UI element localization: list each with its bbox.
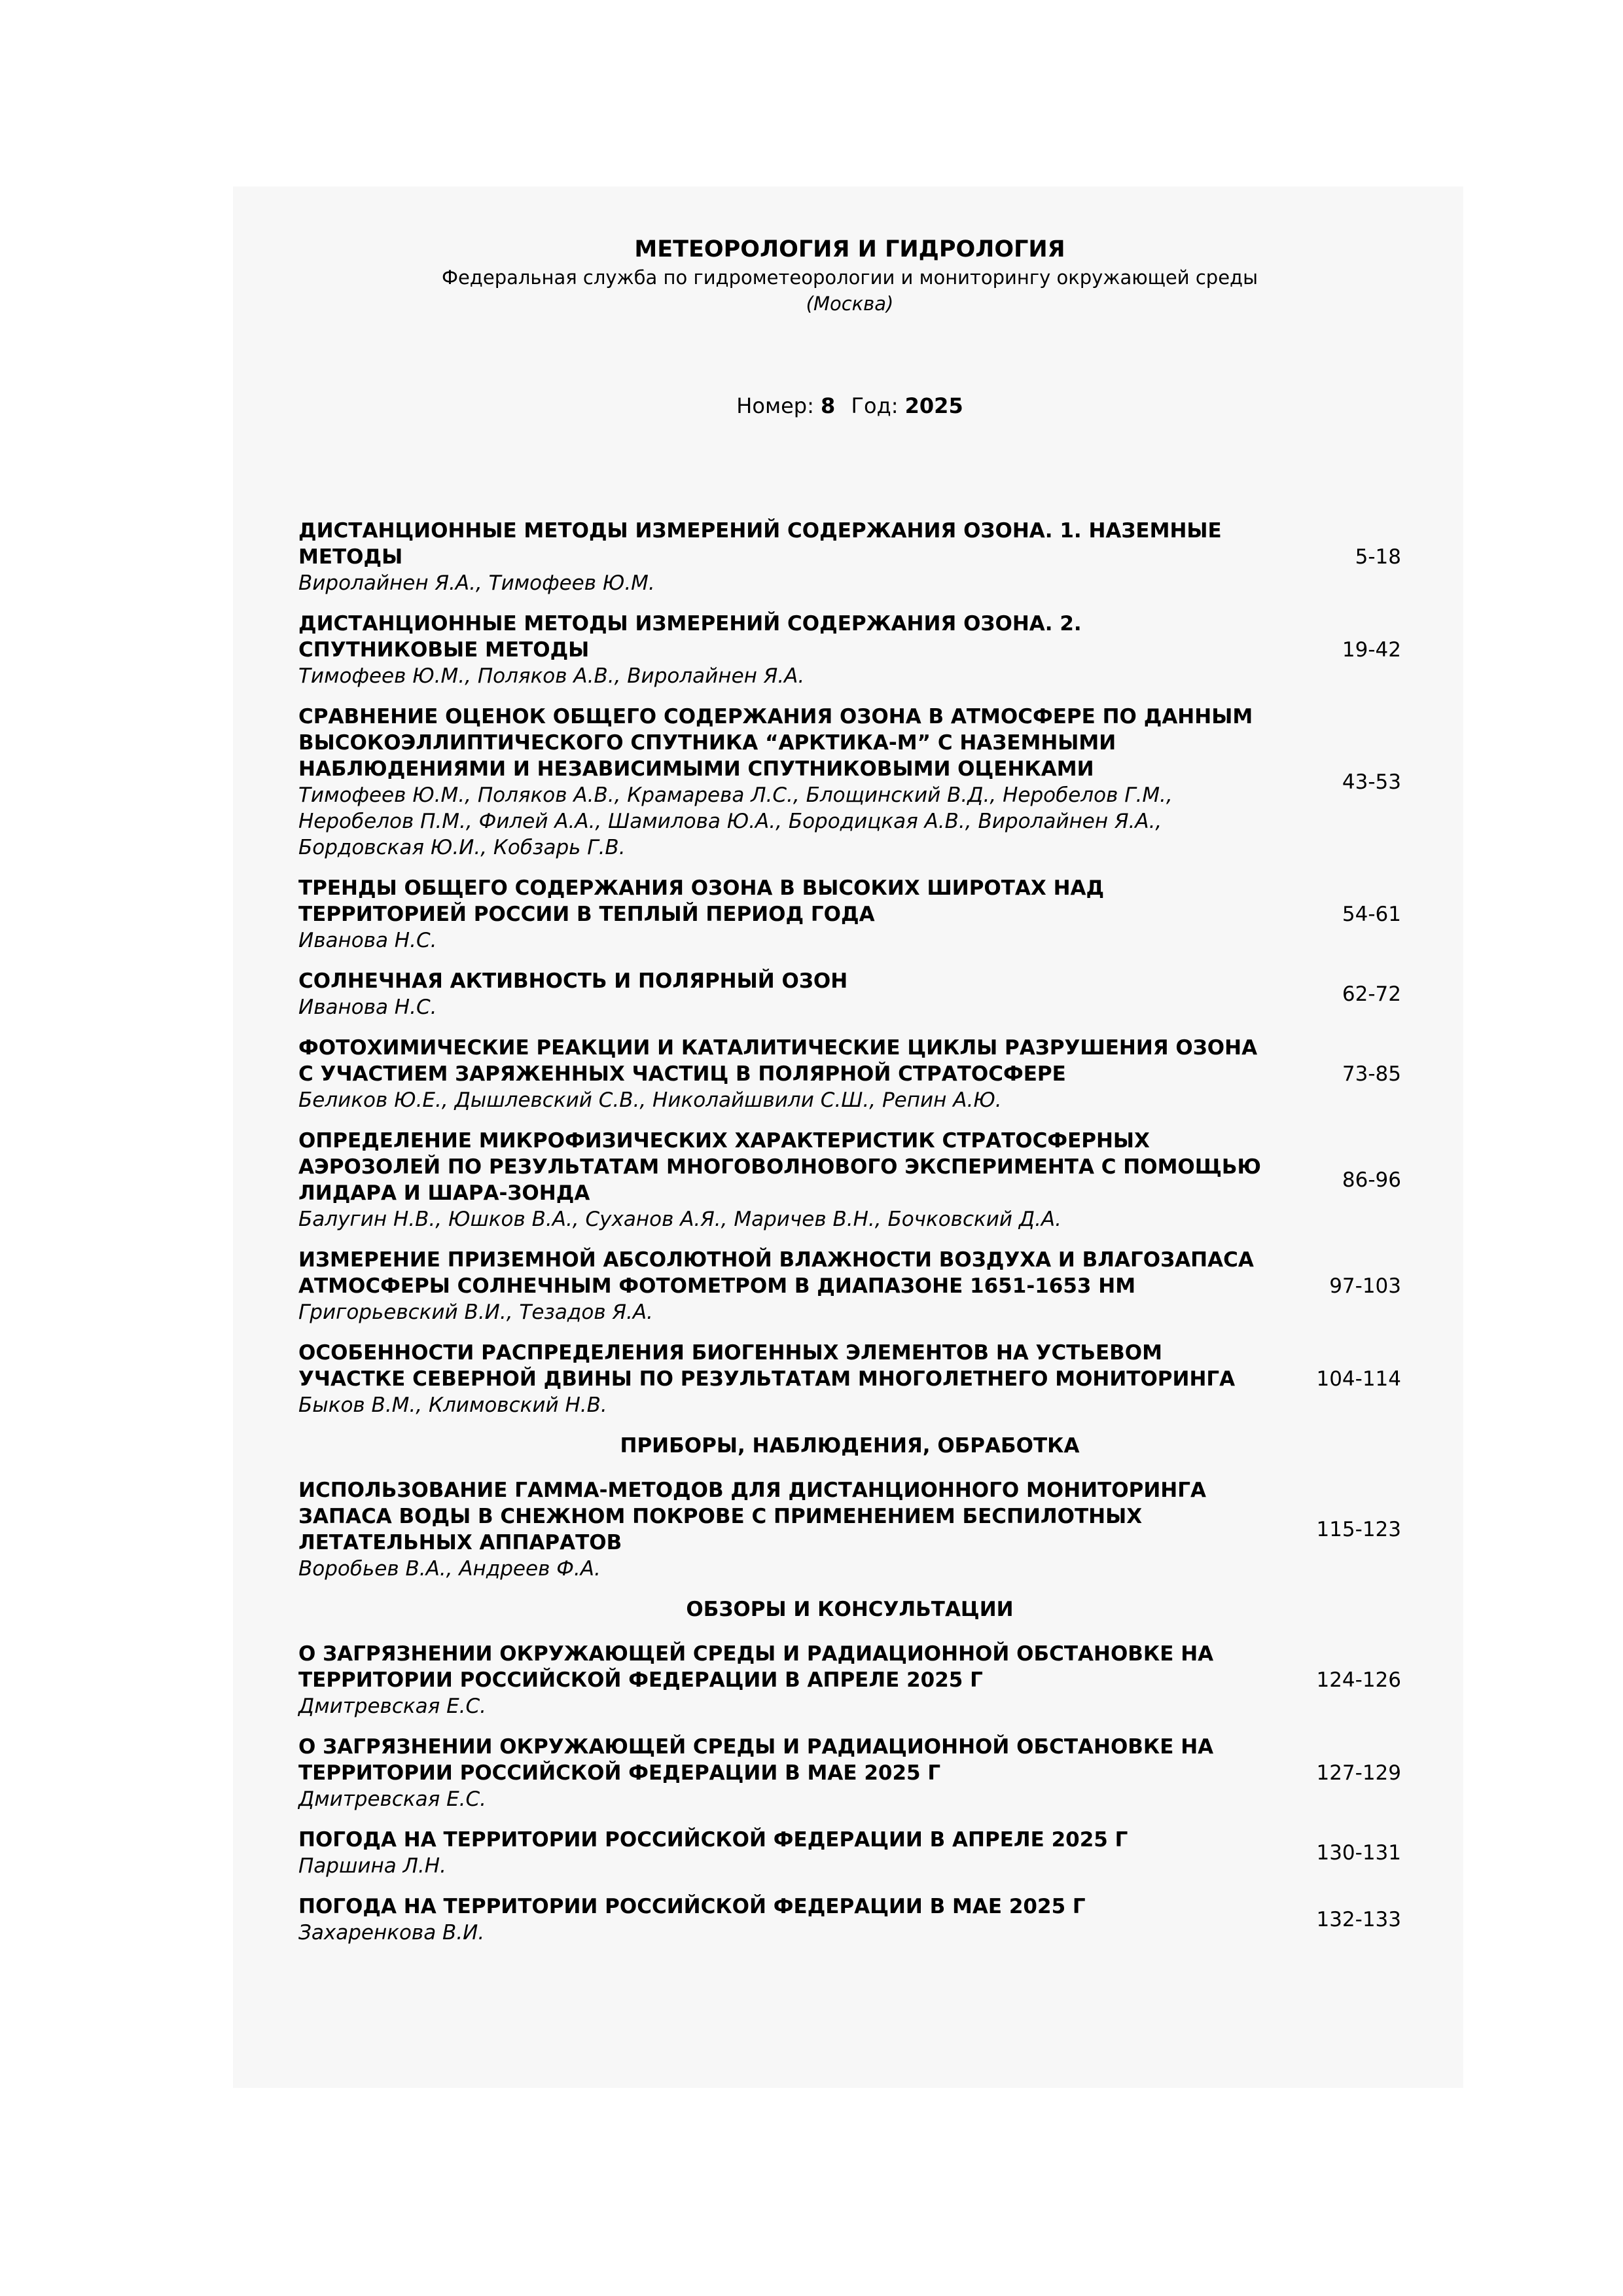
city-line: (Москва): [806, 293, 894, 315]
toc-entry: [298, 1035, 1401, 1113]
article-title: ДИСТАНЦИОННЫЕ МЕТОДЫ ИЗМЕРЕНИЙ СОДЕРЖАНИЯ ОЗОНА. 2. СПУТНИКОВЫЕ МЕТОДЫ: [298, 612, 1082, 662]
article-pages: 54-61: [1342, 903, 1401, 926]
toc-entry: [298, 1734, 1401, 1812]
article-title: ПОГОДА НА ТЕРРИТОРИИ РОССИЙСКОЙ ФЕДЕРАЦИИ В МАЕ 2025 Г: [298, 1895, 1086, 1918]
article-authors: Тимофеев Ю.М., Поляков А.В., Крамарева Л.С., Блощинский В.Д., Неробелов Г.М., Неробелов П.М., Филей А.А., Шамилова Ю.А., Бородицкая А.В., Виролайнен Я.А., Бордовская Ю.И., Кобзарь Г.В.: [298, 783, 1173, 859]
article-pages: 19-42: [1342, 638, 1401, 662]
toc-entry: [298, 1893, 1401, 1946]
toc-entry: [298, 875, 1401, 954]
toc-entry: [298, 1827, 1401, 1879]
article-title: СОЛНЕЧНАЯ АКТИВНОСТЬ И ПОЛЯРНЫЙ ОЗОН: [298, 969, 848, 993]
table-of-contents: [298, 518, 1401, 1946]
issue-label: Номер:: [736, 393, 814, 418]
article-authors: Беликов Ю.Е., Дышлевский С.В., Николайшвили С.Ш., Репин А.Ю.: [298, 1088, 1002, 1112]
article-title: ПОГОДА НА ТЕРРИТОРИИ РОССИЙСКОЙ ФЕДЕРАЦИИ В АПРЕЛЕ 2025 Г: [298, 1828, 1128, 1852]
article-authors: Захаренкова В.И.: [298, 1921, 485, 1945]
issue-number: 8: [821, 393, 836, 418]
article-pages: 43-53: [1342, 770, 1401, 794]
article-pages: 5-18: [1355, 545, 1401, 569]
article-authors: Дмитревская Е.С.: [298, 1787, 487, 1811]
toc-entry: [298, 1477, 1401, 1582]
article-pages: 124-126: [1316, 1668, 1401, 1692]
article-authors: Тимофеев Ю.М., Поляков А.В., Виролайнен Я.А.: [298, 664, 805, 688]
toc-entry: [298, 518, 1401, 596]
publisher-line: Федеральная служба по гидрометеорологии и мониторингу окружающей среды: [442, 266, 1258, 289]
article-title: СРАВНЕНИЕ ОЦЕНОК ОБЩЕГО СОДЕРЖАНИЯ ОЗОНА В АТМОСФЕРЕ ПО ДАННЫМ ВЫСОКОЭЛЛИПТИЧЕСКОГО СПУТНИКА “АРКТИКА-М” С НАЗЕМНЫМИ НАБЛЮДЕНИЯМИ И НЕЗАВИСИМЫМИ СПУТНИКОВЫМИ ОЦЕНКАМИ: [298, 705, 1253, 781]
toc-entry: [298, 968, 1401, 1020]
article-pages: 115-123: [1316, 1518, 1401, 1541]
article-pages: 97-103: [1329, 1274, 1401, 1298]
article-title: ТРЕНДЫ ОБЩЕГО СОДЕРЖАНИЯ ОЗОНА В ВЫСОКИХ ШИРОТАХ НАД ТЕРРИТОРИЕЙ РОССИИ В ТЕПЛЫЙ ПЕРИОД ГОДА: [298, 876, 1105, 926]
toc-entry: [298, 1128, 1401, 1232]
article-authors: Быков В.М., Климовский Н.В.: [298, 1393, 607, 1417]
article-authors: Дмитревская Е.С.: [298, 1695, 487, 1718]
year-label: Год:: [851, 393, 899, 418]
journal-title: МЕТЕОРОЛОГИЯ И ГИДРОЛОГИЯ: [634, 236, 1065, 262]
article-pages: 132-133: [1316, 1908, 1401, 1931]
article-authors: Иванова Н.С.: [298, 996, 437, 1019]
toc-page: [233, 187, 1463, 2088]
toc-entry: [298, 1247, 1401, 1325]
year-value: 2025: [904, 393, 963, 418]
toc-entry: [298, 611, 1401, 689]
section-header-reviews: ОБЗОРЫ И КОНСУЛЬТАЦИИ: [686, 1598, 1014, 1621]
toc-entry: [298, 1641, 1401, 1719]
article-title: ОСОБЕННОСТИ РАСПРЕДЕЛЕНИЯ БИОГЕННЫХ ЭЛЕМЕНТОВ НА УСТЬЕВОМ УЧАСТКЕ СЕВЕРНОЙ ДВИНЫ ПО РЕЗУЛЬТАТАМ МНОГОЛЕТНЕГО МОНИТОРИНГА: [298, 1341, 1236, 1391]
article-pages: 104-114: [1316, 1367, 1401, 1391]
article-authors: Григорьевский В.И., Тезадов Я.А.: [298, 1300, 653, 1324]
article-title: О ЗАГРЯЗНЕНИИ ОКРУЖАЮЩЕЙ СРЕДЫ И РАДИАЦИОННОЙ ОБСТАНОВКЕ НА ТЕРРИТОРИИ РОССИЙСКОЙ ФЕДЕРАЦИИ В АПРЕЛЕ 2025 Г: [298, 1642, 1214, 1692]
article-pages: 73-85: [1342, 1062, 1401, 1086]
masthead: [298, 234, 1401, 317]
article-pages: 86-96: [1342, 1168, 1401, 1192]
article-title: ФОТОХИМИЧЕСКИЕ РЕАКЦИИ И КАТАЛИТИЧЕСКИЕ ЦИКЛЫ РАЗРУШЕНИЯ ОЗОНА С УЧАСТИЕМ ЗАРЯЖЕННЫХ ЧАСТИЦ В ПОЛЯРНОЙ СТРАТОСФЕРЕ: [298, 1036, 1258, 1086]
article-title: О ЗАГРЯЗНЕНИИ ОКРУЖАЮЩЕЙ СРЕДЫ И РАДИАЦИОННОЙ ОБСТАНОВКЕ НА ТЕРРИТОРИИ РОССИЙСКОЙ ФЕДЕРАЦИИ В МАЕ 2025 Г: [298, 1735, 1214, 1785]
article-pages: 127-129: [1316, 1761, 1401, 1785]
toc-entry: [298, 704, 1401, 861]
article-pages: 62-72: [1342, 982, 1401, 1006]
article-authors: Воробьев В.А., Андреев Ф.А.: [298, 1557, 601, 1581]
issue-line: [298, 392, 1401, 420]
section-header-instruments: ПРИБОРЫ, НАБЛЮДЕНИЯ, ОБРАБОТКА: [620, 1434, 1080, 1458]
article-title: ОПРЕДЕЛЕНИЕ МИКРОФИЗИЧЕСКИХ ХАРАКТЕРИСТИК СТРАТОСФЕРНЫХ АЭРОЗОЛЕЙ ПО РЕЗУЛЬТАТАМ МНОГОВОЛНОВОГО ЭКСПЕРИМЕНТА С ПОМОЩЬЮ ЛИДАРА И ШАРА-ЗОНДА: [298, 1129, 1261, 1205]
article-authors: Виролайнен Я.А., Тимофеев Ю.М.: [298, 571, 655, 595]
article-title: ДИСТАНЦИОННЫЕ МЕТОДЫ ИЗМЕРЕНИЙ СОДЕРЖАНИЯ ОЗОНА. 1. НАЗЕМНЫЕ МЕТОДЫ: [298, 519, 1222, 569]
article-pages: 130-131: [1316, 1841, 1401, 1865]
article-title: ИЗМЕРЕНИЕ ПРИЗЕМНОЙ АБСОЛЮТНОЙ ВЛАЖНОСТИ ВОЗДУХА И ВЛАГОЗАПАСА АТМОСФЕРЫ СОЛНЕЧНЫМ ФОТОМЕТРОМ В ДИАПАЗОНЕ 1651-1653 НМ: [298, 1248, 1254, 1298]
article-authors: Паршина Л.Н.: [298, 1854, 446, 1878]
article-authors: Иванова Н.С.: [298, 929, 437, 952]
article-title: ИСПОЛЬЗОВАНИЕ ГАММА-МЕТОДОВ ДЛЯ ДИСТАНЦИОННОГО МОНИТОРИНГА ЗАПАСА ВОДЫ В СНЕЖНОМ ПОКРОВЕ С ПРИМЕНЕНИЕМ БЕСПИЛОТНЫХ ЛЕТАТЕЛЬНЫХ АППАРАТОВ: [298, 1479, 1206, 1554]
article-authors: Балугин Н.В., Юшков В.А., Суханов А.Я., Маричев В.Н., Бочковский Д.А.: [298, 1208, 1061, 1231]
toc-entry: [298, 1340, 1401, 1418]
